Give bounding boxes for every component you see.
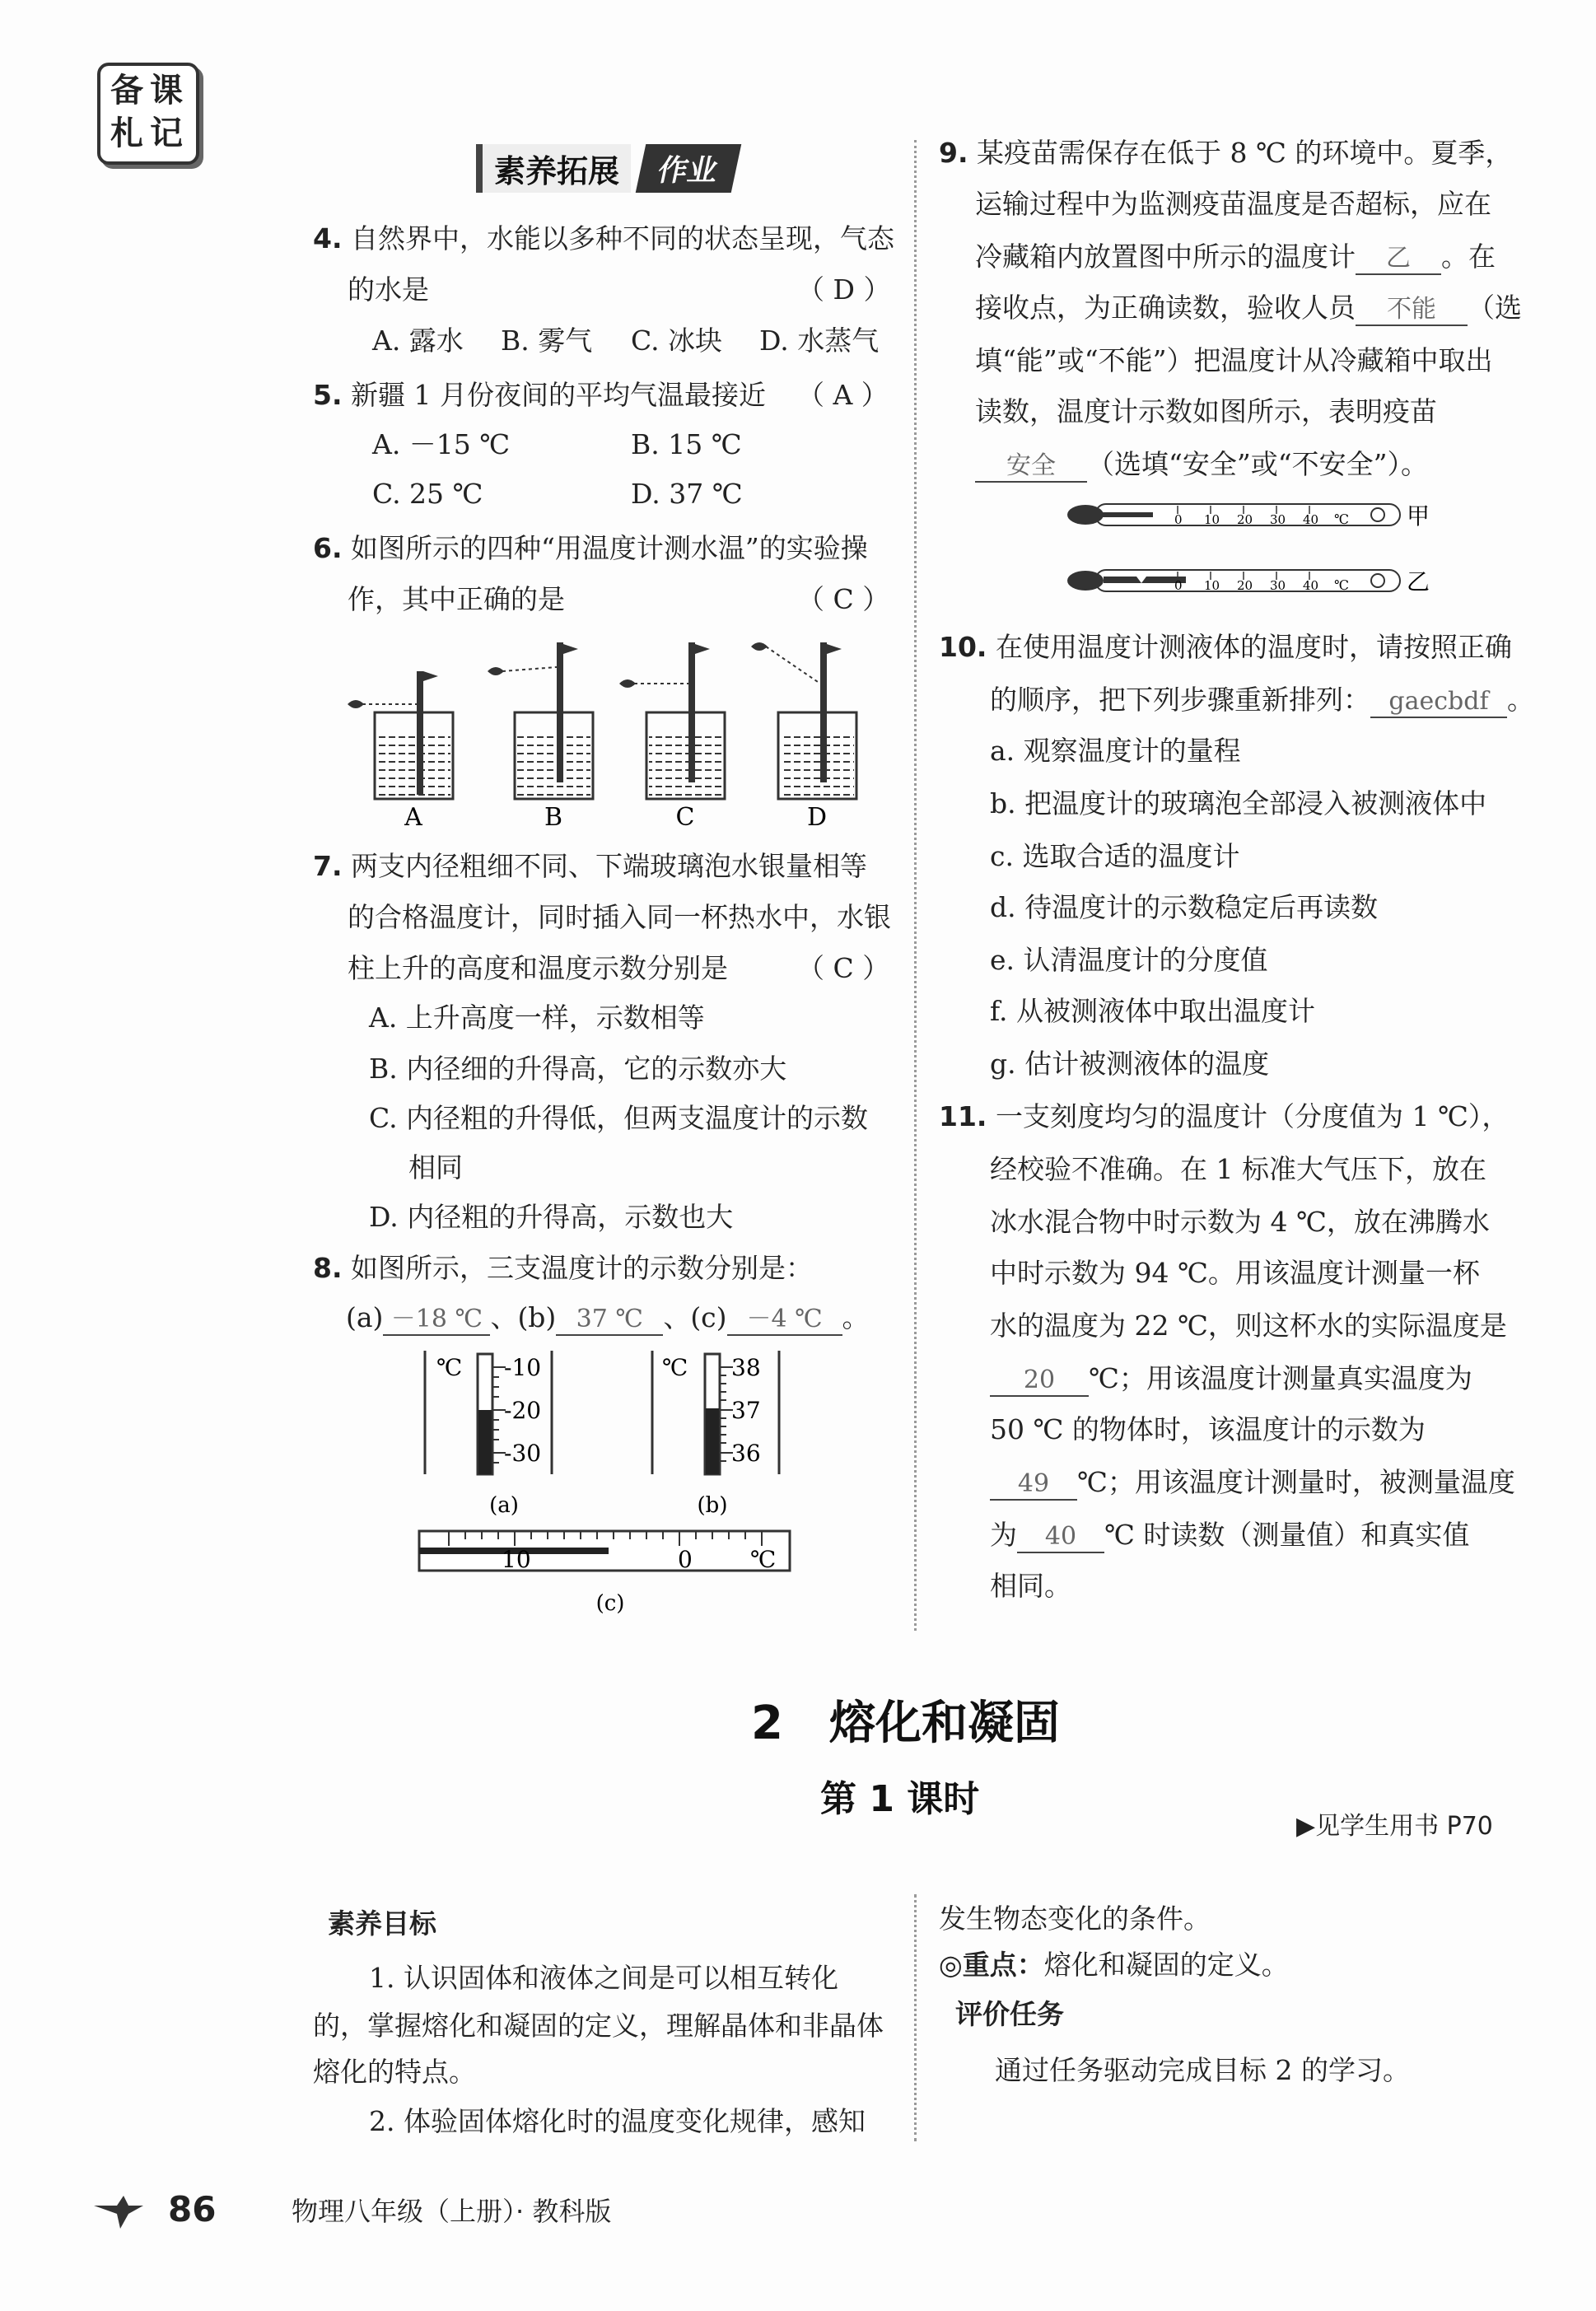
svg-text:38: 38 (731, 1354, 761, 1381)
key-point: ◎重点：熔化和凝固的定义。 (939, 1949, 1289, 1981)
fig-label: C (675, 803, 695, 832)
question-8: 8. 如图所示，三支温度计的示数分别是： (313, 1252, 813, 1284)
svg-text:甲: 甲 (1407, 502, 1430, 530)
question-7-line2: 的合格温度计，同时插入同一杯热水中，水银 (348, 901, 891, 933)
svg-text:℃: ℃ (1334, 577, 1349, 593)
answer-bracket: （ A ） (797, 379, 889, 411)
q11-line: 冰水混合物中时示数为 4 ℃，放在沸腾水 (990, 1206, 1490, 1238)
answer-blank: 不能 (1356, 295, 1468, 326)
badge-char: 札 (110, 114, 143, 152)
svg-text:0: 0 (1174, 512, 1183, 527)
question-10: 10. 在使用温度计测液体的温度时，请按照正确 (939, 631, 1512, 663)
answer-bracket: （ D ） (797, 273, 891, 306)
goals-text: 1. 认识固体和液体之间是可以相互转化 (369, 1962, 838, 1994)
answer-blank: 40 (1017, 1522, 1104, 1553)
goals-text: 2. 体验固体熔化时的温度变化规律，感知 (369, 2105, 866, 2137)
q11-line: 相同。 (990, 1570, 1071, 1602)
answer-blank: gaecbdf (1370, 687, 1507, 718)
question-8-blanks: (a) －18 ℃ 、(b) 37 ℃ 、(c) －4 ℃ 。 (346, 1301, 870, 1336)
step: f. 从被测液体中取出温度计 (990, 995, 1316, 1027)
option: 相同 (408, 1151, 463, 1184)
svg-text:-20: -20 (504, 1397, 542, 1424)
option: C. 冰块 (631, 324, 723, 357)
option: C. 25 ℃ (372, 478, 483, 510)
q9-line: 安全 （选填“安全”或“不安全”）。 (975, 448, 1428, 483)
svg-text:-10: -10 (504, 1354, 542, 1381)
thermometer-pair (1062, 494, 1458, 609)
task-text: 通过任务驱动完成目标 2 的学习。 (995, 2054, 1410, 2086)
q9-line: 冷藏箱内放置图中所示的温度计 乙 。在 (975, 240, 1496, 275)
question-9: 9. 某疫苗需保存在低于 8 ℃ 的环境中。夏季， (939, 137, 1513, 169)
q9-line: 读数，温度计示数如图所示，表明疫苗 (975, 395, 1437, 427)
option: D. 内径粗的升得高，示数也大 (369, 1201, 734, 1233)
thermometer-a (425, 1351, 552, 1518)
option: B. 内径细的升得高，它的示数亦大 (369, 1053, 787, 1085)
question-11: 11. 一支刻度均匀的温度计（分度值为 1 ℃）， (939, 1100, 1510, 1132)
svg-text:℃: ℃ (662, 1354, 688, 1381)
column-divider (914, 1894, 917, 2141)
goals-text: 的，掌握熔化和凝固的定义，理解晶体和非晶体 (313, 2010, 884, 2042)
notes-badge (97, 63, 199, 165)
answer-blank: －18 ℃ (383, 1305, 490, 1336)
chapter-title: 2 熔化和凝固 (751, 1697, 1060, 1750)
q9-line: 接收点，为正确读数，验收人员 不能 （选 (975, 292, 1522, 326)
thermometer-jia (1067, 502, 1430, 530)
svg-text:0: 0 (678, 1546, 693, 1573)
reference-link: ▶见学生用书 P70 (1296, 1812, 1493, 1841)
question-7-line3: 柱上升的高度和温度示数分别是 (348, 952, 728, 984)
question-7: 7. 两支内径粗细不同、下端玻璃泡水银量相等 (313, 850, 867, 882)
svg-text:℃: ℃ (436, 1354, 463, 1381)
option: D. 37 ℃ (631, 478, 743, 510)
svg-text:40: 40 (1303, 512, 1319, 527)
step: d. 待温度计的示数稳定后再读数 (990, 891, 1379, 923)
answer-blank: 乙 (1356, 244, 1441, 275)
answer-blank: 49 (990, 1469, 1077, 1501)
badge-char: 记 (150, 114, 183, 152)
svg-text:10: 10 (1204, 578, 1220, 593)
section-header (476, 145, 736, 191)
svg-text:30: 30 (1270, 578, 1286, 593)
beaker-d (751, 642, 856, 799)
svg-text:-30: -30 (504, 1440, 542, 1467)
q11-line: 为 40 ℃ 时读数（测量值）和真实值 (990, 1519, 1469, 1553)
q9-line: 运输过程中为监测疫苗温度是否超标，应在 (975, 188, 1491, 220)
q11-line: 50 ℃ 的物体时，该温度计的示数为 (990, 1413, 1426, 1445)
section-header-label: 素养拓展 (476, 144, 631, 193)
svg-text:37: 37 (731, 1397, 761, 1424)
question-4: 4. 自然界中，水能以多种不同的状态呈现，气态 (313, 222, 894, 254)
q11-line: 中时示数为 94 ℃。用该温度计测量一杯 (990, 1257, 1480, 1289)
svg-text:0: 0 (1174, 578, 1183, 593)
thermometer-b (652, 1351, 779, 1518)
answer-bracket: （ C ） (797, 583, 890, 615)
fig-label: D (806, 803, 828, 832)
option: D. 水蒸气 (759, 324, 880, 357)
svg-text:40: 40 (1303, 578, 1319, 593)
svg-text:(a): (a) (489, 1493, 519, 1518)
lesson-title: 第 1 课时 (820, 1778, 980, 1820)
svg-text:36: 36 (731, 1440, 761, 1467)
option: B. 雾气 (501, 324, 593, 357)
task-heading: 评价任务 (955, 1998, 1064, 2030)
svg-text:℃: ℃ (1334, 511, 1349, 527)
answer-blank: 安全 (975, 451, 1087, 483)
beaker-a (348, 671, 453, 799)
badge-char: 备 (110, 72, 143, 110)
badge-char: 课 (150, 72, 183, 110)
thermometer-c (416, 1528, 795, 1627)
answer-bracket: （ C ） (797, 952, 890, 984)
arrow-icon (92, 2191, 150, 2232)
goals-text: 发生物态变化的条件。 (939, 1902, 1211, 1935)
svg-text:20: 20 (1237, 578, 1253, 593)
option: A. 露水 (372, 324, 464, 357)
answer-blank: －4 ℃ (727, 1305, 842, 1336)
fig-label: A (404, 803, 422, 832)
beaker-c (619, 642, 725, 799)
svg-text:10: 10 (1204, 512, 1220, 527)
option: C. 内径粗的升得低，但两支温度计的示数 (369, 1102, 869, 1134)
beaker-b (488, 642, 593, 799)
answer-blank: 37 ℃ (556, 1305, 663, 1336)
option: A. 上升高度一样，示数相等 (369, 1001, 705, 1034)
q11-line: 水的温度为 22 ℃，则这杯水的实际温度是 (990, 1310, 1507, 1342)
q11-line: 20 ℃；用该温度计测量真实温度为 (990, 1362, 1472, 1397)
step: a. 观察温度计的量程 (990, 735, 1241, 767)
q9-line: 填“能”或“不能”）把温度计从冷藏箱中取出 (975, 344, 1493, 376)
step: g. 估计被测液体的温度 (990, 1048, 1270, 1080)
answer-blank: 20 (990, 1366, 1089, 1397)
q11-line: 49 ℃；用该温度计测量时，被测量温度 (990, 1466, 1515, 1501)
svg-text:20: 20 (1237, 512, 1253, 527)
step: e. 认清温度计的分度值 (990, 944, 1268, 976)
book-title: 物理八年级（上册）· 教科版 (292, 2196, 612, 2227)
question-6-line2: 作，其中正确的是 (348, 583, 565, 615)
thermometer-figure-ab (412, 1351, 807, 1540)
svg-text:30: 30 (1270, 512, 1286, 527)
svg-text:10: 10 (502, 1546, 531, 1573)
thermometer-yi (1067, 568, 1430, 595)
fig-label: B (544, 803, 563, 832)
q10-line: 的顺序，把下列步骤重新排列： gaecbdf 。 (990, 684, 1534, 718)
svg-text:(c): (c) (595, 1591, 625, 1616)
step: b. 把温度计的玻璃泡全部浸入被测液体中 (990, 787, 1487, 819)
question-5: 5. 新疆 1 月份夜间的平均气温最接近 (313, 379, 766, 411)
q11-line: 经校验不准确。在 1 标准大气压下，放在 (990, 1153, 1486, 1185)
section-header-tag: 作业 (636, 144, 742, 193)
option: A. －15 ℃ (372, 428, 511, 460)
goals-heading: 素养目标 (328, 1907, 436, 1940)
svg-text:℃: ℃ (750, 1546, 777, 1573)
beaker-figure (338, 634, 881, 832)
option: B. 15 ℃ (631, 428, 742, 460)
step: c. 选取合适的温度计 (990, 840, 1240, 872)
svg-text:乙: 乙 (1407, 568, 1430, 595)
question-4-line2: 的水是 (348, 273, 429, 306)
goals-text: 熔化的特点。 (313, 2056, 476, 2088)
question-6: 6. 如图所示的四种“用温度计测水温”的实验操 (313, 532, 868, 564)
page-number: 86 (168, 2189, 217, 2229)
column-divider (914, 140, 917, 1631)
svg-text:(b): (b) (697, 1493, 728, 1518)
